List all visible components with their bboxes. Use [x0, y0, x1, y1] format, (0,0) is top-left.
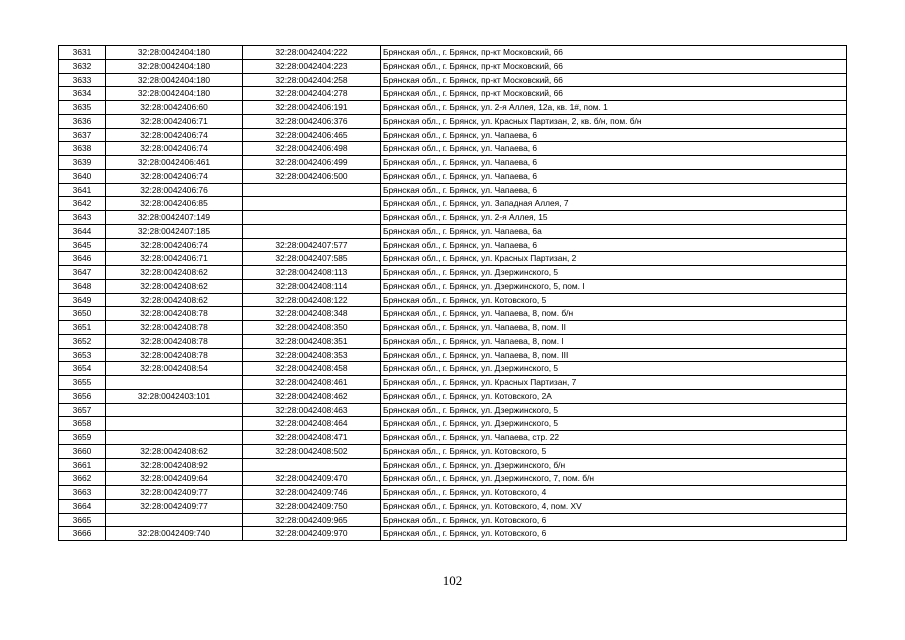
- address-cell: Брянская обл., г. Брянск, ул. Дзержинского, 5: [381, 403, 847, 417]
- parcel-cadastral-number-cell: 32:28:0042406:76: [106, 183, 243, 197]
- object-cadastral-number-cell: 32:28:0042408:351: [243, 334, 381, 348]
- object-cadastral-number-cell: 32:28:0042409:746: [243, 486, 381, 500]
- table-row: [59, 527, 847, 541]
- table-row: [59, 224, 847, 238]
- row-number-cell: 3663: [59, 486, 106, 500]
- row-number-cell: 3636: [59, 114, 106, 128]
- parcel-cadastral-number-cell: [106, 431, 243, 445]
- parcel-cadastral-number-cell: [106, 403, 243, 417]
- table-row: [59, 197, 847, 211]
- parcel-cadastral-number-cell: 32:28:0042408:54: [106, 362, 243, 376]
- row-number-cell: 3649: [59, 293, 106, 307]
- row-number-cell: 3661: [59, 458, 106, 472]
- address-cell: Брянская обл., г. Брянск, пр-кт Московский, 66: [381, 73, 847, 87]
- address-cell: Брянская обл., г. Брянск, ул. 2-я Аллея, 15: [381, 211, 847, 225]
- parcel-cadastral-number-cell: 32:28:0042409:64: [106, 472, 243, 486]
- parcel-cadastral-number-cell: 32:28:0042406:71: [106, 252, 243, 266]
- address-cell: Брянская обл., г. Брянск, ул. Дзержинского, 5: [381, 266, 847, 280]
- table-row: [59, 73, 847, 87]
- row-number-cell: 3631: [59, 46, 106, 60]
- address-cell: Брянская обл., г. Брянск, ул. Чапаева, 6: [381, 183, 847, 197]
- object-cadastral-number-cell: [243, 211, 381, 225]
- row-number-cell: 3653: [59, 348, 106, 362]
- parcel-cadastral-number-cell: 32:28:0042408:78: [106, 334, 243, 348]
- parcel-cadastral-number-cell: 32:28:0042404:180: [106, 46, 243, 60]
- object-cadastral-number-cell: 32:28:0042408:502: [243, 444, 381, 458]
- page-number: 102: [442, 573, 463, 588]
- parcel-cadastral-number-cell: 32:28:0042406:74: [106, 128, 243, 142]
- row-number-cell: 3650: [59, 307, 106, 321]
- parcel-cadastral-number-cell: 32:28:0042408:62: [106, 279, 243, 293]
- address-cell: Брянская обл., г. Брянск, ул. Котовского, 5: [381, 444, 847, 458]
- table-row: [59, 403, 847, 417]
- parcel-cadastral-number-cell: 32:28:0042406:74: [106, 142, 243, 156]
- address-cell: Брянская обл., г. Брянск, ул. Чапаева, стр. 22: [381, 431, 847, 445]
- table-row: [59, 183, 847, 197]
- parcel-cadastral-number-cell: 32:28:0042407:149: [106, 211, 243, 225]
- parcel-cadastral-number-cell: 32:28:0042406:74: [106, 238, 243, 252]
- object-cadastral-number-cell: 32:28:0042406:376: [243, 114, 381, 128]
- row-number-cell: 3660: [59, 444, 106, 458]
- parcel-cadastral-number-cell: 32:28:0042408:62: [106, 444, 243, 458]
- object-cadastral-number-cell: 32:28:0042404:278: [243, 87, 381, 101]
- address-cell: Брянская обл., г. Брянск, ул. Красных Партизан, 2: [381, 252, 847, 266]
- object-cadastral-number-cell: 32:28:0042407:577: [243, 238, 381, 252]
- object-cadastral-number-cell: 32:28:0042408:348: [243, 307, 381, 321]
- table-row: [59, 376, 847, 390]
- table-row: [59, 266, 847, 280]
- row-number-cell: 3639: [59, 156, 106, 170]
- row-number-cell: 3662: [59, 472, 106, 486]
- address-cell: Брянская обл., г. Брянск, ул. Дзержинского, 5: [381, 417, 847, 431]
- parcel-cadastral-number-cell: 32:28:0042406:60: [106, 101, 243, 115]
- object-cadastral-number-cell: 32:28:0042406:465: [243, 128, 381, 142]
- row-number-cell: 3657: [59, 403, 106, 417]
- object-cadastral-number-cell: 32:28:0042406:191: [243, 101, 381, 115]
- object-cadastral-number-cell: 32:28:0042406:498: [243, 142, 381, 156]
- object-cadastral-number-cell: 32:28:0042406:499: [243, 156, 381, 170]
- object-cadastral-number-cell: 32:28:0042408:458: [243, 362, 381, 376]
- parcel-cadastral-number-cell: 32:28:0042404:180: [106, 73, 243, 87]
- table-row: [59, 444, 847, 458]
- address-cell: Брянская обл., г. Брянск, ул. Чапаева, 6: [381, 156, 847, 170]
- table-row: [59, 389, 847, 403]
- object-cadastral-number-cell: 32:28:0042408:113: [243, 266, 381, 280]
- table-row: [59, 499, 847, 513]
- object-cadastral-number-cell: 32:28:0042408:122: [243, 293, 381, 307]
- parcel-cadastral-number-cell: 32:28:0042406:461: [106, 156, 243, 170]
- parcel-cadastral-number-cell: 32:28:0042404:180: [106, 87, 243, 101]
- address-cell: Брянская обл., г. Брянск, ул. Чапаева, 8, пом. III: [381, 348, 847, 362]
- address-cell: Брянская обл., г. Брянск, ул. Чапаева, 8, пом. I: [381, 334, 847, 348]
- parcel-cadastral-number-cell: [106, 376, 243, 390]
- address-cell: Брянская обл., г. Брянск, ул. Чапаева, 6а: [381, 224, 847, 238]
- table-row: [59, 431, 847, 445]
- table-row: [59, 87, 847, 101]
- address-cell: Брянская обл., г. Брянск, ул. Котовского, 5: [381, 293, 847, 307]
- address-cell: Брянская обл., г. Брянск, ул. Чапаева, 6: [381, 169, 847, 183]
- row-number-cell: 3638: [59, 142, 106, 156]
- object-cadastral-number-cell: 32:28:0042404:258: [243, 73, 381, 87]
- parcel-cadastral-number-cell: 32:28:0042404:180: [106, 59, 243, 73]
- object-cadastral-number-cell: [243, 197, 381, 211]
- parcel-cadastral-number-cell: 32:28:0042406:71: [106, 114, 243, 128]
- table-body: [59, 46, 847, 541]
- parcel-cadastral-number-cell: 32:28:0042403:101: [106, 389, 243, 403]
- row-number-cell: 3665: [59, 513, 106, 527]
- table-row: [59, 321, 847, 335]
- address-cell: Брянская обл., г. Брянск, ул. Дзержинского, 7, пом. б/н: [381, 472, 847, 486]
- parcel-cadastral-number-cell: 32:28:0042407:185: [106, 224, 243, 238]
- address-cell: Брянская обл., г. Брянск, ул. 2-я Аллея, 12а, кв. 1#, пом. 1: [381, 101, 847, 115]
- table-row: [59, 142, 847, 156]
- object-cadastral-number-cell: 32:28:0042408:114: [243, 279, 381, 293]
- address-cell: Брянская обл., г. Брянск, ул. Красных Партизан, 2, кв. б/н, пом. б/н: [381, 114, 847, 128]
- parcel-cadastral-number-cell: 32:28:0042408:78: [106, 321, 243, 335]
- table-row: [59, 156, 847, 170]
- address-cell: Брянская обл., г. Брянск, ул. Дзержинского, 5: [381, 362, 847, 376]
- address-cell: Брянская обл., г. Брянск, ул. Чапаева, 8, пом. б/н: [381, 307, 847, 321]
- address-cell: Брянская обл., г. Брянск, пр-кт Московский, 66: [381, 87, 847, 101]
- table-row: [59, 279, 847, 293]
- object-cadastral-number-cell: 32:28:0042404:222: [243, 46, 381, 60]
- parcel-cadastral-number-cell: 32:28:0042408:78: [106, 348, 243, 362]
- table-row: [59, 486, 847, 500]
- row-number-cell: 3651: [59, 321, 106, 335]
- parcel-cadastral-number-cell: 32:28:0042408:62: [106, 293, 243, 307]
- parcel-cadastral-number-cell: 32:28:0042408:62: [106, 266, 243, 280]
- table-row: [59, 101, 847, 115]
- address-cell: Брянская обл., г. Брянск, ул. Котовского, 4: [381, 486, 847, 500]
- address-cell: Брянская обл., г. Брянск, ул. Котовского, 6: [381, 527, 847, 541]
- parcel-cadastral-number-cell: 32:28:0042406:85: [106, 197, 243, 211]
- object-cadastral-number-cell: 32:28:0042408:350: [243, 321, 381, 335]
- table-row: [59, 252, 847, 266]
- row-number-cell: 3642: [59, 197, 106, 211]
- row-number-cell: 3641: [59, 183, 106, 197]
- table-row: [59, 458, 847, 472]
- row-number-cell: 3640: [59, 169, 106, 183]
- parcel-cadastral-number-cell: 32:28:0042409:740: [106, 527, 243, 541]
- table-row: [59, 334, 847, 348]
- parcel-cadastral-number-cell: 32:28:0042408:78: [106, 307, 243, 321]
- row-number-cell: 3655: [59, 376, 106, 390]
- row-number-cell: 3634: [59, 87, 106, 101]
- row-number-cell: 3656: [59, 389, 106, 403]
- row-number-cell: 3635: [59, 101, 106, 115]
- row-number-cell: 3666: [59, 527, 106, 541]
- table-row: [59, 211, 847, 225]
- row-number-cell: 3647: [59, 266, 106, 280]
- table-row: [59, 348, 847, 362]
- address-cell: Брянская обл., г. Брянск, пр-кт Московский, 66: [381, 59, 847, 73]
- object-cadastral-number-cell: 32:28:0042408:461: [243, 376, 381, 390]
- row-number-cell: 3654: [59, 362, 106, 376]
- address-cell: Брянская обл., г. Брянск, ул. Дзержинского, 5, пом. I: [381, 279, 847, 293]
- table-row: [59, 417, 847, 431]
- row-number-cell: 3633: [59, 73, 106, 87]
- address-cell: Брянская обл., г. Брянск, ул. Дзержинского, б/н: [381, 458, 847, 472]
- object-cadastral-number-cell: 32:28:0042409:470: [243, 472, 381, 486]
- object-cadastral-number-cell: [243, 183, 381, 197]
- address-cell: Брянская обл., г. Брянск, ул. Котовского, 4, пом. XV: [381, 499, 847, 513]
- parcel-cadastral-number-cell: 32:28:0042409:77: [106, 486, 243, 500]
- object-cadastral-number-cell: 32:28:0042408:462: [243, 389, 381, 403]
- object-cadastral-number-cell: 32:28:0042407:585: [243, 252, 381, 266]
- address-cell: Брянская обл., г. Брянск, ул. Красных Партизан, 7: [381, 376, 847, 390]
- object-cadastral-number-cell: [243, 458, 381, 472]
- address-cell: Брянская обл., г. Брянск, ул. Чапаева, 6: [381, 142, 847, 156]
- object-cadastral-number-cell: 32:28:0042404:223: [243, 59, 381, 73]
- row-number-cell: 3632: [59, 59, 106, 73]
- parcel-cadastral-number-cell: 32:28:0042406:74: [106, 169, 243, 183]
- data-table: [58, 45, 847, 541]
- address-cell: Брянская обл., г. Брянск, ул. Западная Аллея, 7: [381, 197, 847, 211]
- address-cell: Брянская обл., г. Брянск, ул. Котовского, 2А: [381, 389, 847, 403]
- table-row: [59, 169, 847, 183]
- address-cell: Брянская обл., г. Брянск, пр-кт Московский, 66: [381, 46, 847, 60]
- object-cadastral-number-cell: [243, 224, 381, 238]
- object-cadastral-number-cell: 32:28:0042408:353: [243, 348, 381, 362]
- object-cadastral-number-cell: 32:28:0042409:970: [243, 527, 381, 541]
- address-cell: Брянская обл., г. Брянск, ул. Котовского, 6: [381, 513, 847, 527]
- object-cadastral-number-cell: 32:28:0042406:500: [243, 169, 381, 183]
- row-number-cell: 3645: [59, 238, 106, 252]
- table-row: [59, 238, 847, 252]
- table-row: [59, 293, 847, 307]
- row-number-cell: 3652: [59, 334, 106, 348]
- parcel-cadastral-number-cell: 32:28:0042409:77: [106, 499, 243, 513]
- object-cadastral-number-cell: 32:28:0042409:750: [243, 499, 381, 513]
- parcel-cadastral-number-cell: 32:28:0042408:92: [106, 458, 243, 472]
- row-number-cell: 3637: [59, 128, 106, 142]
- table-row: [59, 128, 847, 142]
- table-row: [59, 114, 847, 128]
- address-cell: Брянская обл., г. Брянск, ул. Чапаева, 6: [381, 128, 847, 142]
- parcel-cadastral-number-cell: [106, 513, 243, 527]
- row-number-cell: 3646: [59, 252, 106, 266]
- object-cadastral-number-cell: 32:28:0042409:965: [243, 513, 381, 527]
- object-cadastral-number-cell: 32:28:0042408:471: [243, 431, 381, 445]
- parcel-cadastral-number-cell: [106, 417, 243, 431]
- object-cadastral-number-cell: 32:28:0042408:463: [243, 403, 381, 417]
- row-number-cell: 3659: [59, 431, 106, 445]
- table-row: [59, 59, 847, 73]
- table-row: [59, 362, 847, 376]
- row-number-cell: 3664: [59, 499, 106, 513]
- table-row: [59, 307, 847, 321]
- row-number-cell: 3643: [59, 211, 106, 225]
- row-number-cell: 3658: [59, 417, 106, 431]
- table-row: [59, 513, 847, 527]
- table-row: [59, 46, 847, 60]
- address-cell: Брянская обл., г. Брянск, ул. Чапаева, 8, пом. II: [381, 321, 847, 335]
- table-row: [59, 472, 847, 486]
- object-cadastral-number-cell: 32:28:0042408:464: [243, 417, 381, 431]
- row-number-cell: 3644: [59, 224, 106, 238]
- address-cell: Брянская обл., г. Брянск, ул. Чапаева, 6: [381, 238, 847, 252]
- row-number-cell: 3648: [59, 279, 106, 293]
